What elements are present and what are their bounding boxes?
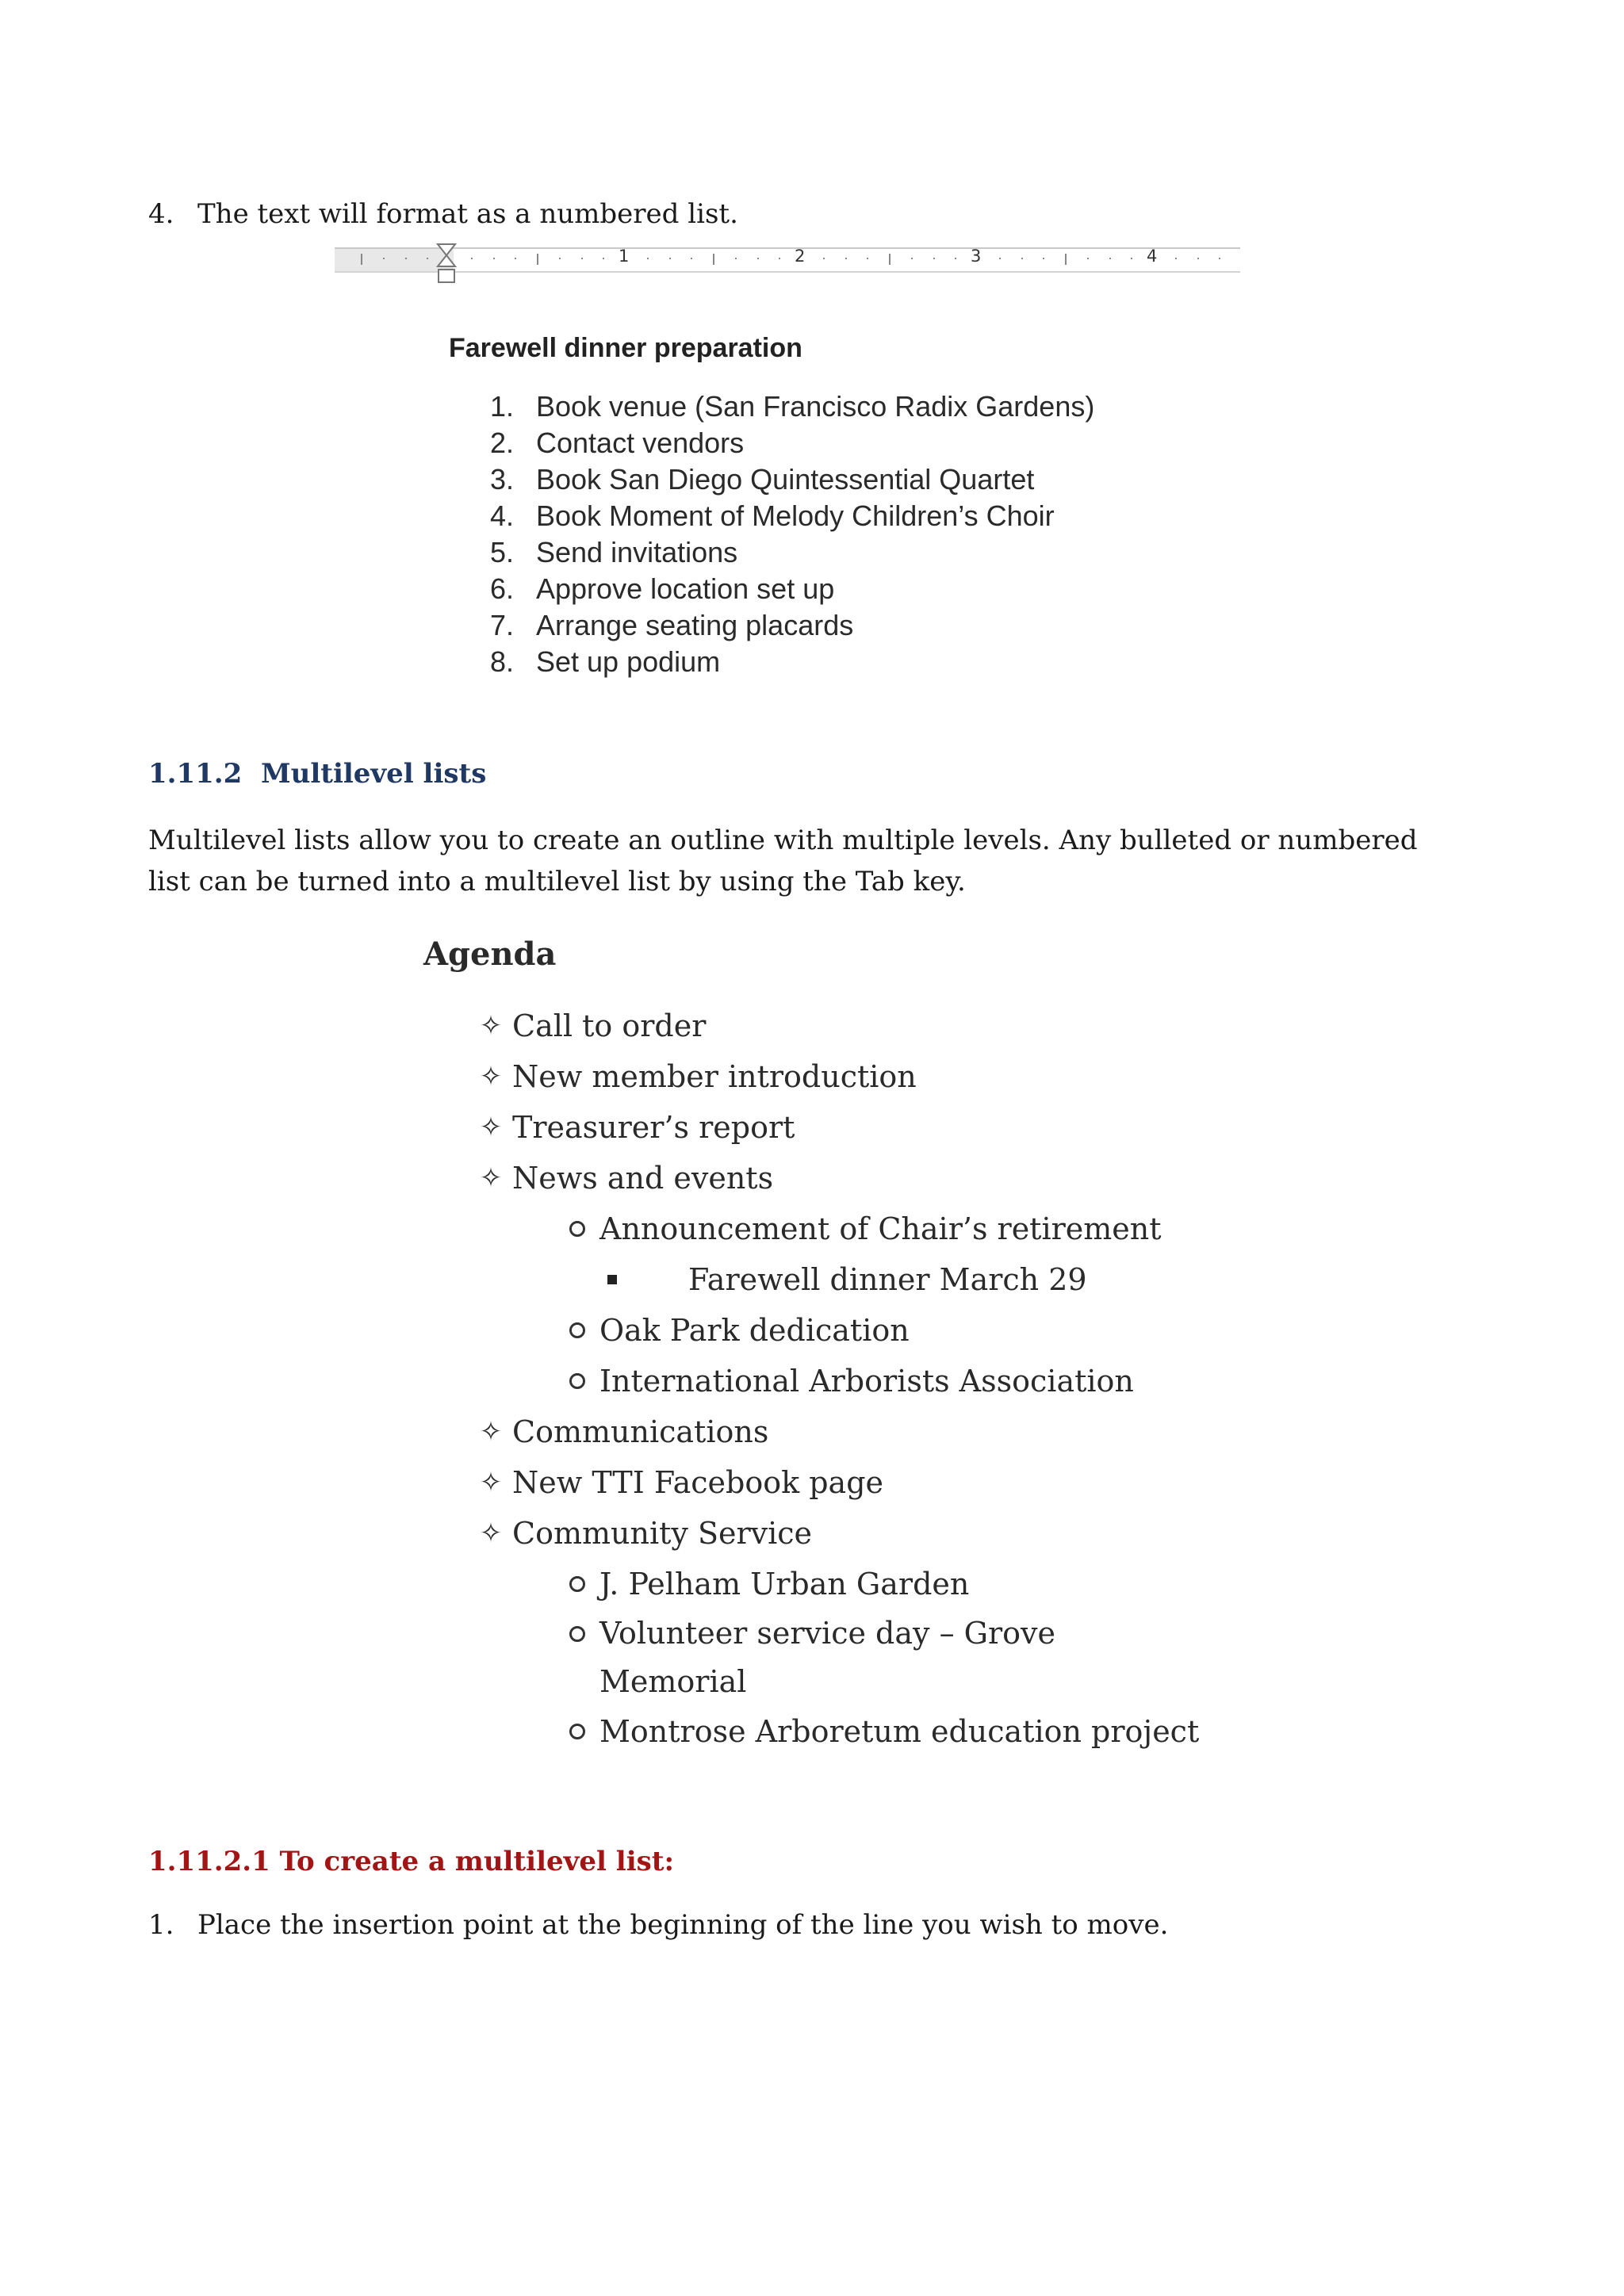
list-item: ✧ Communications: [0, 1406, 1624, 1457]
ruler-dot: [647, 258, 649, 259]
ruler-dot: [823, 258, 825, 259]
ruler[interactable]: [335, 236, 1240, 285]
list-item: ✧ Treasurer’s report: [0, 1102, 1624, 1153]
list-item: 8. Set up podium: [490, 645, 721, 678]
list-item: 5. Send invitations: [490, 536, 738, 568]
list-item: 1. Book venue (San Francisco Radix Gardens): [490, 390, 1095, 423]
ruler-dot: [603, 258, 604, 259]
circle-bullet-icon: [555, 1609, 599, 1658]
section-heading: 1.11.2 Multilevel lists: [148, 758, 487, 790]
list-item: 3. Book San Diego Quintessential Quartet: [490, 463, 1035, 496]
ruler-tick: [1065, 254, 1067, 265]
farewell-title: Farewell dinner preparation: [449, 333, 802, 363]
star-bullet-icon: ✧: [479, 1112, 503, 1143]
circle-bullet-icon: [555, 1221, 599, 1237]
ruler-dot: [1175, 258, 1177, 259]
farewell-list: [490, 388, 1094, 680]
ruler-dot: [427, 258, 428, 259]
ruler-dot: [493, 258, 495, 259]
ruler-tick: [889, 254, 891, 265]
ruler-number: 4: [1147, 247, 1158, 266]
list-item: J. Pelham Urban Garden: [0, 1559, 1624, 1609]
ruler-dot: [383, 258, 385, 259]
star-bullet-icon: ✧: [479, 1010, 503, 1042]
section-paragraph: Multilevel lists allow you to create an outline with multiple levels. Any bulleted or numbered list can be turned into a multilevel list by using the Tab key.: [148, 825, 1418, 897]
circle-bullet-icon: [555, 1373, 599, 1389]
list-item: 7. Arrange seating placards: [490, 609, 854, 641]
circle-bullet-icon: [555, 1724, 599, 1739]
ruler-dot: [581, 258, 583, 259]
ruler-dot: [845, 258, 847, 259]
ruler-dot: [559, 258, 561, 259]
star-bullet-icon: ✧: [479, 1517, 503, 1549]
list-item: Farewell dinner March 29: [0, 1254, 1624, 1305]
ruler-bar: [335, 247, 1240, 273]
ruler-dot: [405, 258, 407, 259]
ruler-dot: [999, 258, 1001, 259]
ruler-dot: [735, 258, 737, 259]
subsection-heading: 1.11.2.1 To create a multilevel list:: [148, 1846, 675, 1877]
list-item: ✧ Call to order: [0, 1001, 1624, 1051]
list-item: ✧ New TTI Facebook page: [0, 1457, 1624, 1508]
list-item: Announcement of Chair’s retirement: [0, 1203, 1624, 1254]
list-item: 2. Contact vendors: [490, 427, 745, 459]
ruler-dot: [1021, 258, 1023, 259]
ruler-dot: [933, 258, 935, 259]
step-text: The text will format as a numbered list.: [197, 198, 738, 230]
ruler-dot: [471, 258, 473, 259]
ruler-dot: [1043, 258, 1044, 259]
list-item: Oak Park dedication: [0, 1305, 1624, 1356]
agenda-list: [0, 1001, 1624, 1757]
step-number: 1.: [148, 1909, 174, 1941]
circle-bullet-icon: [555, 1322, 599, 1338]
ruler-dot: [1131, 258, 1132, 259]
step-number: 4.: [148, 198, 174, 230]
ruler-dot: [1219, 258, 1220, 259]
ruler-dot: [1087, 258, 1089, 259]
list-item: Volunteer service day – Grove Memorial: [0, 1609, 1624, 1706]
list-item: ✧ Community Service: [0, 1508, 1624, 1559]
star-bullet-icon: ✧: [479, 1061, 503, 1093]
ruler-tick: [537, 254, 538, 265]
circle-bullet-icon: [555, 1576, 599, 1592]
step-1: [148, 1904, 1168, 1946]
list-item: International Arborists Association: [0, 1356, 1624, 1406]
star-bullet-icon: ✧: [479, 1467, 503, 1498]
ruler-dot: [1197, 258, 1199, 259]
ruler-dot: [757, 258, 759, 259]
square-bullet-icon: [604, 1275, 688, 1284]
ruler-dot: [1109, 258, 1111, 259]
ruler-dot: [779, 258, 780, 259]
ruler-tick: [361, 254, 362, 265]
step-text: Place the insertion point at the beginning of the line you wish to move.: [197, 1909, 1169, 1941]
indent-marker-icon[interactable]: [436, 243, 457, 284]
agenda-title: Agenda: [423, 936, 557, 973]
ruler-tick: [713, 254, 714, 265]
star-bullet-icon: ✧: [479, 1416, 503, 1448]
ruler-number: 3: [971, 247, 982, 266]
ruler-dot: [867, 258, 868, 259]
list-item: Montrose Arboretum education project: [0, 1706, 1624, 1757]
list-item: ✧ News and events: [0, 1153, 1624, 1203]
ruler-dot: [911, 258, 913, 259]
ruler-number: 2: [795, 247, 806, 266]
list-item: ✧ New member introduction: [0, 1051, 1624, 1102]
ruler-dot: [669, 258, 671, 259]
ruler-number: 1: [619, 247, 630, 266]
star-bullet-icon: ✧: [479, 1162, 503, 1194]
step-4: [148, 193, 738, 235]
list-item: 6. Approve location set up: [490, 572, 835, 605]
ruler-dot: [515, 258, 516, 259]
ruler-dot: [955, 258, 956, 259]
ruler-dot: [691, 258, 692, 259]
list-item: 4. Book Moment of Melody Children’s Choir: [490, 499, 1055, 532]
